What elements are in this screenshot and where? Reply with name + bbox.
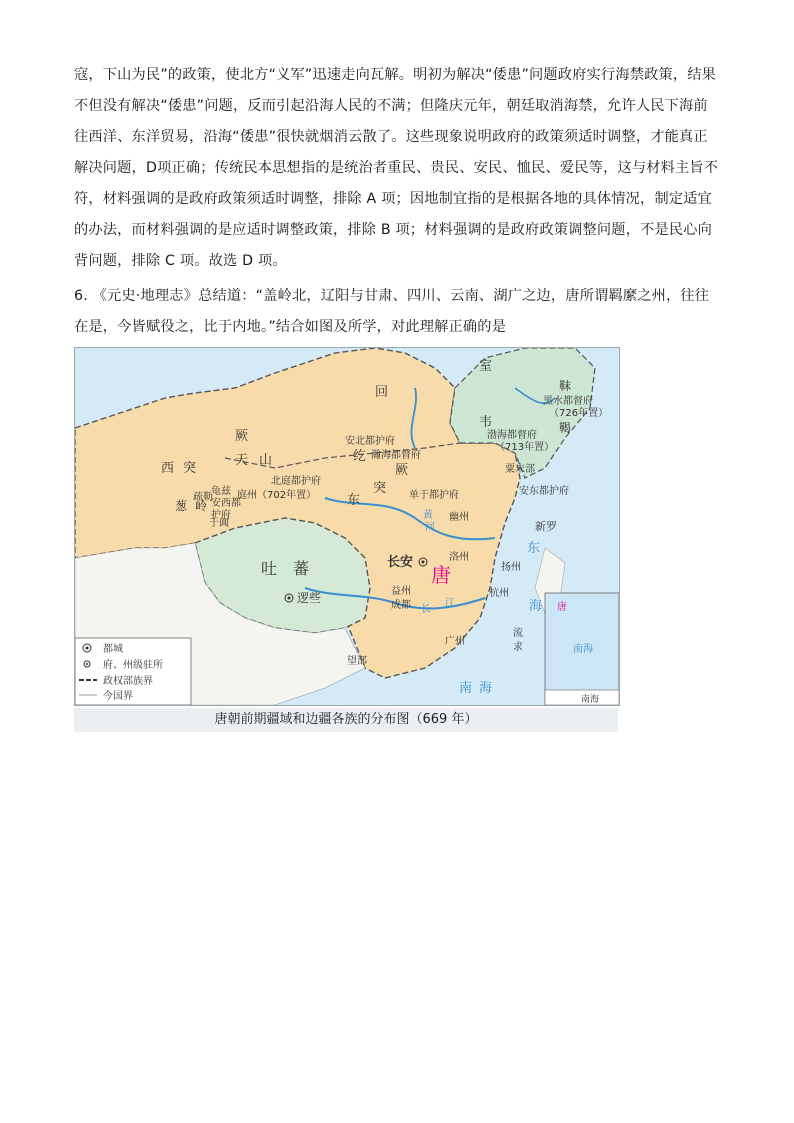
- label-hui: 回: [375, 385, 389, 400]
- label-shule: 疏勒: [193, 492, 213, 503]
- label-tingzhou: 庭州（702年置）: [237, 490, 317, 501]
- label-shi: 室: [479, 359, 493, 374]
- label-east-sea-2: 海: [529, 599, 543, 614]
- label-south-sea-1: 南: [459, 681, 473, 696]
- label-bohai-year: （713年置）: [495, 442, 555, 453]
- label-jue-e: 厥: [395, 463, 409, 478]
- label-yellow-river-1: 黄: [423, 510, 433, 521]
- label-tang: 唐: [431, 563, 451, 587]
- label-tufan-1: 吐: [261, 559, 278, 578]
- label-yutian: 于阗: [209, 518, 229, 529]
- label-tu: 突: [183, 461, 197, 476]
- label-chengdu: 成都: [391, 600, 411, 611]
- label-luoxie: 逻些: [297, 591, 322, 605]
- legend-boundary: 政权部族界: [103, 676, 153, 687]
- label-heishui-year: （726年置）: [549, 408, 609, 419]
- label-liuqiu-2: 求: [513, 642, 523, 653]
- question-6-stem: 6. 《元史·地理志》总结道：“盖岭北，辽阳与甘肃、四川、云南、湖广之边，唐所谓羁縻之州，往往在是，今皆赋役之，比于内地。”结合如图及所学，对此理解正确的是: [74, 288, 710, 335]
- label-yangtze-2: 江: [445, 598, 455, 609]
- label-wangbu: 望部: [347, 656, 367, 667]
- label-anxi: 安西都: [211, 498, 241, 509]
- label-qiuci: 龟兹: [211, 486, 231, 497]
- label-inset-nanhai: 南海: [573, 644, 593, 655]
- legend-capital: 都城: [103, 644, 123, 655]
- label-heishui: 黑水都督府: [543, 396, 593, 407]
- tang-territory-map: [74, 347, 620, 706]
- label-bohai: 渤海都督府: [487, 430, 537, 441]
- label-sumo: 粟末部: [505, 464, 535, 475]
- label-youzhou: 幽州: [449, 512, 469, 523]
- label-yellow-river-2: 河: [425, 522, 435, 533]
- label-beiting: 北庭都护府: [271, 476, 321, 487]
- label-he: 纥: [353, 449, 367, 464]
- label-yizhou: 益州: [391, 586, 411, 597]
- label-wei: 韦: [479, 415, 493, 430]
- label-dong: 东: [347, 493, 361, 508]
- label-hanhai: 瀚海都督府: [371, 450, 421, 461]
- label-tian: 天: [235, 453, 249, 468]
- label-inset-tang: 唐: [557, 602, 567, 613]
- label-guangzhou: 广州: [445, 636, 465, 647]
- legend-prefecture: 府、州级驻所: [103, 660, 163, 671]
- label-yangtze-1: 长: [421, 604, 431, 615]
- label-jie: 鞨: [559, 421, 572, 435]
- label-luozhou: 洛州: [449, 552, 469, 563]
- label-jue: 厥: [235, 429, 249, 444]
- label-changan: 长安: [387, 555, 414, 570]
- label-huifu: 护府: [211, 510, 231, 521]
- label-tu-e: 突: [373, 481, 387, 496]
- label-mo: 靺: [559, 379, 572, 393]
- label-ling: 岭: [195, 499, 208, 513]
- label-andong: 安东都护府: [519, 486, 569, 497]
- legend-modern-border: 今国界: [103, 691, 133, 702]
- label-yangzhou: 扬州: [501, 562, 521, 573]
- label-east-sea-1: 东: [527, 541, 541, 556]
- label-xi: 西: [161, 461, 175, 476]
- answer-explanation-paragraph: 寇，下山为民”的政策，使北方“义军”迅速走向瓦解。明初为解决“倭患”问题政府实行海禁政策，结果不但没有解决“倭患”问题，反而引起沿海人民的不满；但隆庆元年，朝廷取消海禁，允许人民下海前往西洋、东洋贸易，沿海“倭患”很快就烟消云散了。这些现象说明政府的政策须适时调整，才能真正解决问题，D项正确；传统民本思想指的是统治者重民、贵民、安民、恤民、爱民等，这与材料主旨不符，材料强调的是政府政策须适时调整，排除 A 项；因地制宜指的是根据各地的具体情况，制定适宜的办法，而材料强调的是应适时调整政策，排除 B 项；材料强调的是政府政策调整问题，不是民心向背问题，排除 C 项。故选 D 项。: [74, 67, 719, 269]
- label-cong: 葱: [175, 499, 188, 513]
- label-chanyu: 单于都护府: [409, 490, 459, 501]
- label-shan: 山: [259, 453, 273, 468]
- label-liuqiu-1: 流: [513, 628, 523, 639]
- label-hangzhou: 杭州: [489, 588, 509, 599]
- map-caption: 唐朝前期疆域和边疆各族的分布图（669 年）: [74, 708, 618, 732]
- label-tufan-2: 蕃: [293, 559, 310, 578]
- label-south-sea-2: 海: [479, 681, 493, 696]
- label-xinluo: 新罗: [535, 520, 557, 533]
- label-inset-caption: 南海: [581, 695, 600, 705]
- label-anbei: 安北都护府: [345, 436, 395, 447]
